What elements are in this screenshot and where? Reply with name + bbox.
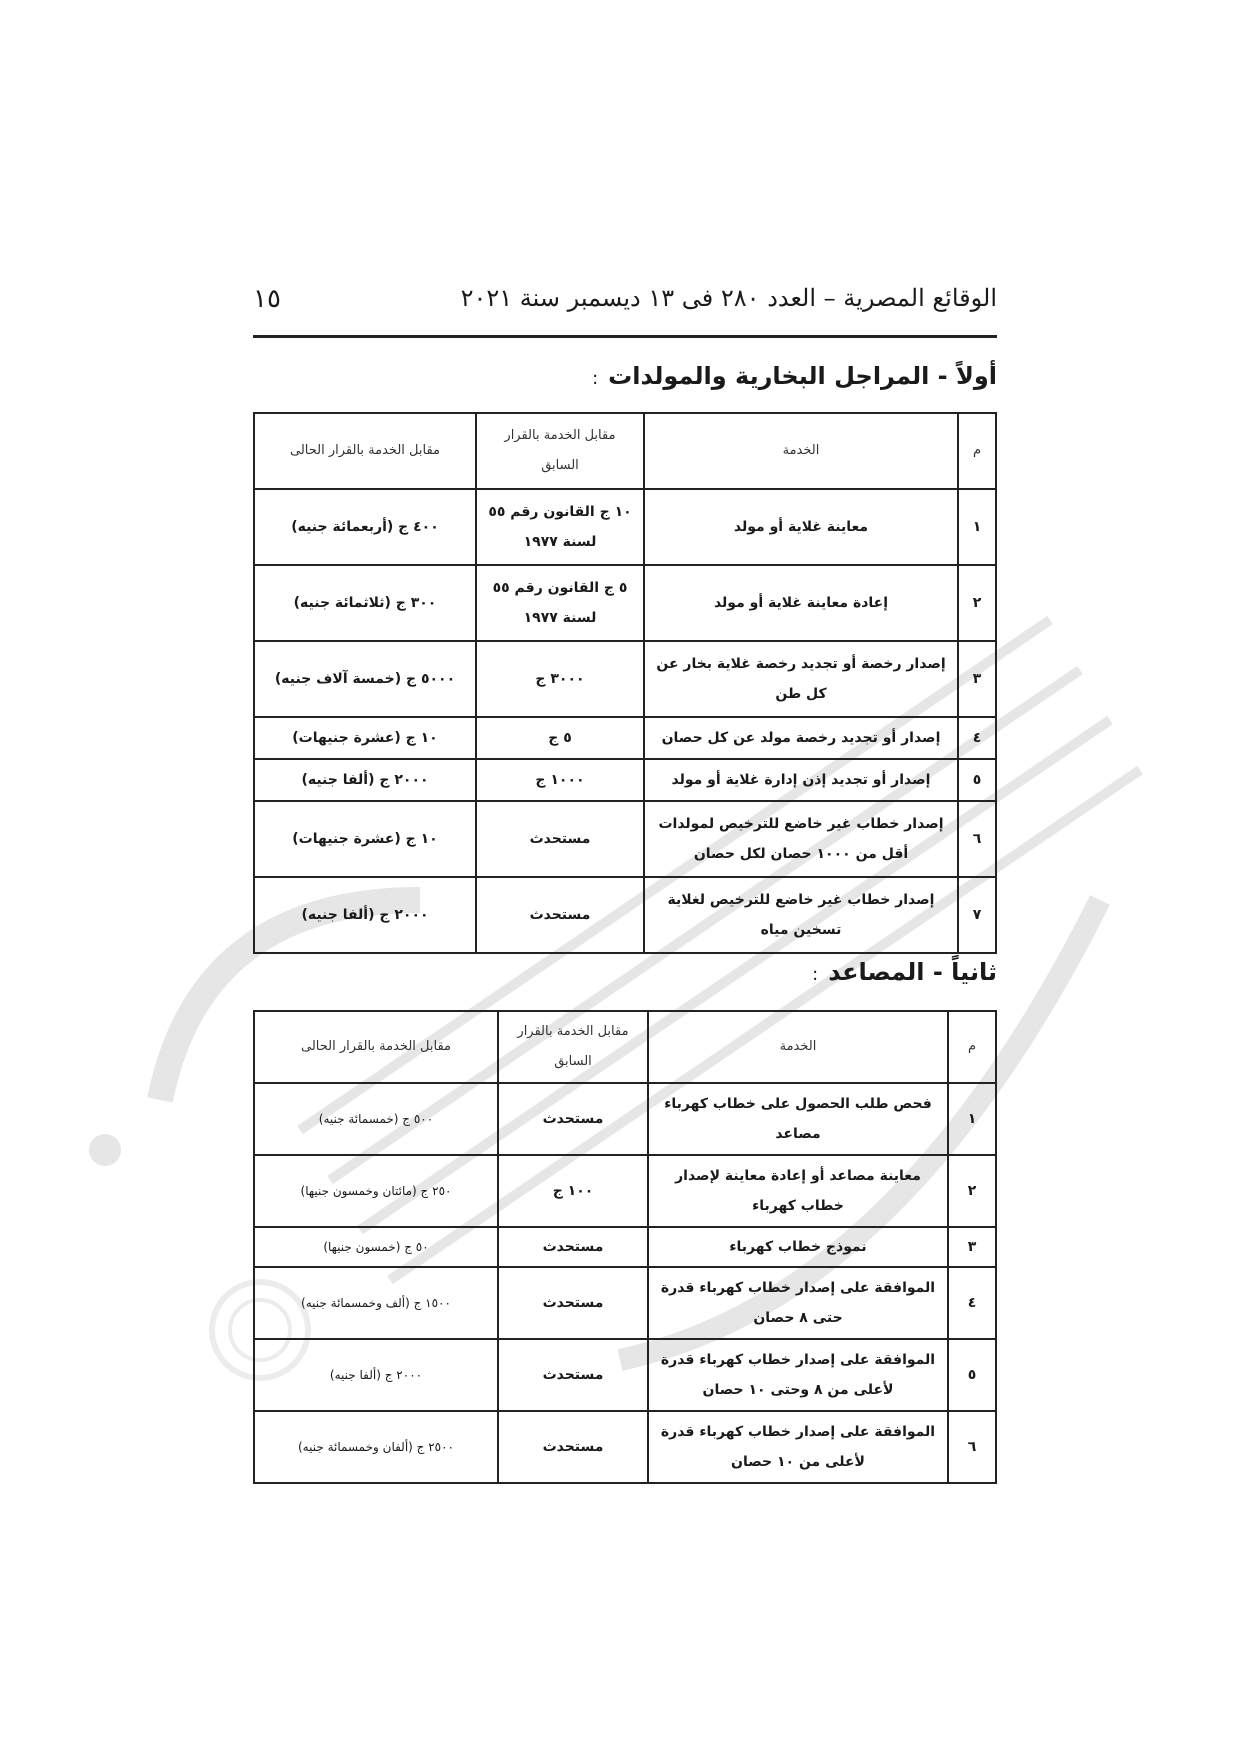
row-prev-fee: مستحدث [498,1339,648,1411]
row-number: ٥ [948,1339,996,1411]
page-header [253,284,997,324]
row-number: ٥ [958,759,996,801]
row-prev-fee: ١٠ ج القانون رقم ٥٥ لسنة ١٩٧٧ [476,489,644,565]
section-2-title-text: ثانياً - المصاعد [828,958,997,986]
row-prev-fee: ٥ ج القانون رقم ٥٥ لسنة ١٩٧٧ [476,565,644,641]
row-curr-fee: ٥٠٠٠ ج (خمسة آلاف جنيه) [254,641,476,717]
section-2-colon: : [812,964,819,985]
row-service: معاينة غلاية أو مولد [644,489,958,565]
table-row [254,717,996,759]
table-row [254,1083,996,1155]
row-number: ٢ [948,1155,996,1227]
table-header-row [254,413,996,489]
row-number: ٣ [948,1227,996,1267]
table-row [254,877,996,953]
row-number: ٣ [958,641,996,717]
steam-boilers-fees-table [253,412,997,954]
table-row [254,759,996,801]
header-divider [253,335,997,338]
col-header-curr-fee: مقابل الخدمة بالقرار الحالى [254,413,476,489]
row-service: إعادة معاينة غلاية أو مولد [644,565,958,641]
row-number: ١ [958,489,996,565]
row-prev-fee: مستحدث [498,1411,648,1483]
table-row [254,565,996,641]
section-2-title [812,958,997,986]
row-prev-fee: ١٠٠٠ ج [476,759,644,801]
table-row [254,641,996,717]
row-service: إصدار خطاب غير خاضع للترخيص لمولدات أقل من ١٠٠٠ حصان لكل حصان [644,801,958,877]
row-curr-fee: ٣٠٠ ج (ثلاثمائة جنيه) [254,565,476,641]
table-row [254,801,996,877]
elevators-fees-table [253,1010,997,1484]
row-prev-fee: ١٠٠ ج [498,1155,648,1227]
row-service: إصدار خطاب غير خاضع للترخيص لغلاية تسخين مياه [644,877,958,953]
col-header-prev-fee: مقابل الخدمة بالقرار السابق [476,413,644,489]
section-1-colon: : [592,368,599,389]
row-number: ٦ [948,1411,996,1483]
row-service: إصدار رخصة أو تجديد رخصة غلاية بخار عن كل طن [644,641,958,717]
col-header-service: الخدمة [648,1011,948,1083]
row-curr-fee: ٢٥٠ ج (مائتان وخمسون جنيها) [254,1155,498,1227]
row-curr-fee: ٥٠٠ ج (خمسمائة جنيه) [254,1083,498,1155]
table-row [254,1339,996,1411]
row-prev-fee: مستحدث [476,801,644,877]
table-row [254,1155,996,1227]
row-curr-fee: ٤٠٠ ج (أربعمائة جنيه) [254,489,476,565]
row-service: نموذج خطاب كهرباء [648,1227,948,1267]
col-header-service: الخدمة [644,413,958,489]
row-prev-fee: مستحدث [498,1227,648,1267]
row-prev-fee: ٣٠٠٠ ج [476,641,644,717]
col-header-no: م [948,1011,996,1083]
row-curr-fee: ١٥٠٠ ج (ألف وخمسمائة جنيه) [254,1267,498,1339]
row-curr-fee: ٢٥٠٠ ج (ألفان وخمسمائة جنيه) [254,1411,498,1483]
col-header-no: م [958,413,996,489]
table-row [254,1227,996,1267]
table-header-row [254,1011,996,1083]
table-row [254,1411,996,1483]
page-number: ١٥ [253,284,281,314]
row-number: ١ [948,1083,996,1155]
row-number: ٢ [958,565,996,641]
row-prev-fee: مستحدث [498,1267,648,1339]
section-1-title-text: أولاً - المراجل البخارية والمولدات [608,362,997,390]
row-service: الموافقة على إصدار خطاب كهرباء قدرة لأعلى من ٨ وحتى ١٠ حصان [648,1339,948,1411]
row-service: معاينة مصاعد أو إعادة معاينة لإصدار خطاب كهرباء [648,1155,948,1227]
row-number: ٧ [958,877,996,953]
table-row [254,489,996,565]
row-curr-fee: ٢٠٠٠ ج (ألفا جنيه) [254,1339,498,1411]
row-prev-fee: ٥ ج [476,717,644,759]
row-service: فحص طلب الحصول على خطاب كهرباء مصاعد [648,1083,948,1155]
row-curr-fee: ٥٠ ج (خمسون جنيها) [254,1227,498,1267]
col-header-curr-fee: مقابل الخدمة بالقرار الحالى [254,1011,498,1083]
row-service: الموافقة على إصدار خطاب كهرباء قدرة لأعلى من ١٠ حصان [648,1411,948,1483]
row-number: ٦ [958,801,996,877]
row-prev-fee: مستحدث [498,1083,648,1155]
row-service: الموافقة على إصدار خطاب كهرباء قدرة حتى ٨ حصان [648,1267,948,1339]
row-number: ٤ [958,717,996,759]
row-service: إصدار أو تجديد رخصة مولد عن كل حصان [644,717,958,759]
row-curr-fee: ١٠ ج (عشرة جنيهات) [254,717,476,759]
row-service: إصدار أو تجديد إذن إدارة غلاية أو مولد [644,759,958,801]
header-title: الوقائع المصرية – العدد ٢٨٠ فى ١٣ ديسمبر سنة ٢٠٢١ [460,284,997,312]
row-curr-fee: ٢٠٠٠ ج (ألفا جنيه) [254,877,476,953]
row-curr-fee: ٢٠٠٠ ج (ألفا جنيه) [254,759,476,801]
row-number: ٤ [948,1267,996,1339]
col-header-prev-fee: مقابل الخدمة بالقرار السابق [498,1011,648,1083]
row-curr-fee: ١٠ ج (عشرة جنيهات) [254,801,476,877]
table-row [254,1267,996,1339]
row-prev-fee: مستحدث [476,877,644,953]
section-1-title [592,362,997,390]
